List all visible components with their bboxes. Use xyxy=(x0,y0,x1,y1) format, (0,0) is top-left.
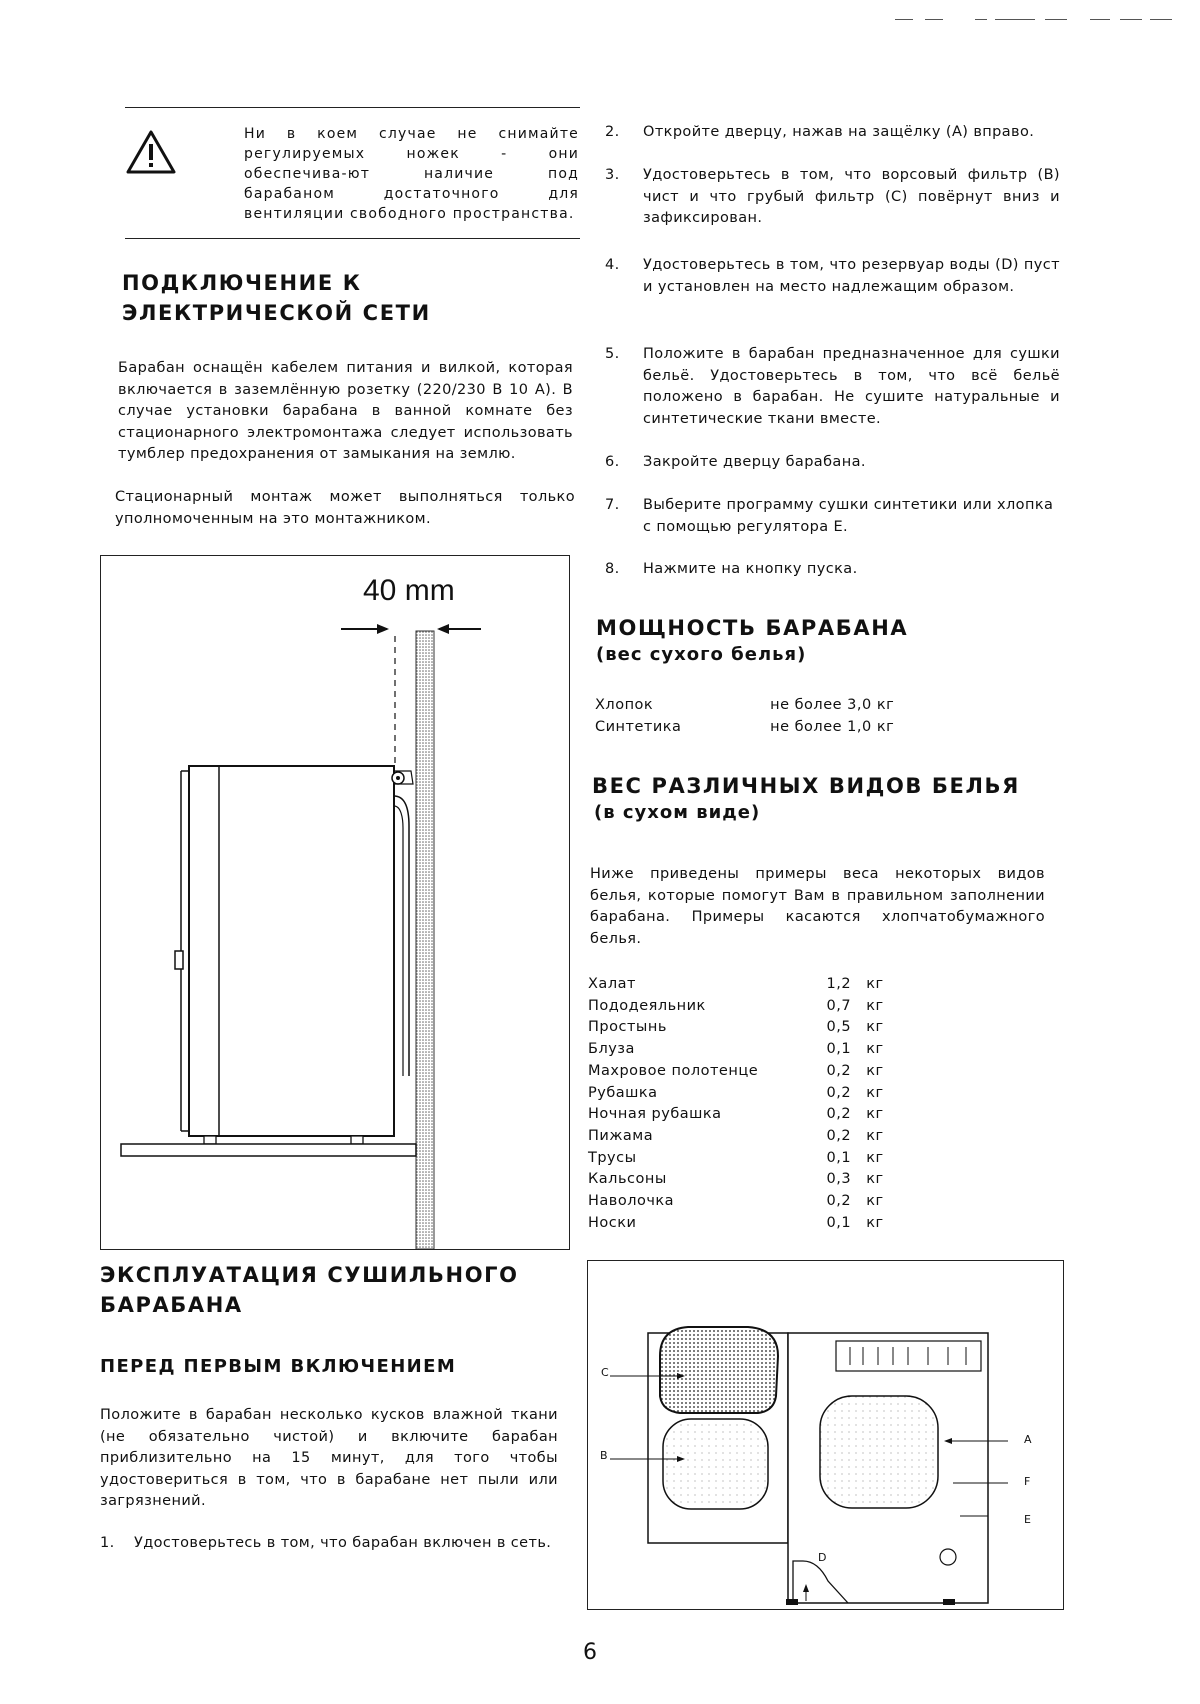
weight-unit: кг xyxy=(866,1106,884,1123)
electric-para-1: Барабан оснащён кабелем питания и вилкой, которая включается в заземлённую розетку (220/230 В 10 А). В случае установки барабана в ванной комнате без стационарного электромонтажа следует использовать тумблер предохранения от замыкания на землю. xyxy=(118,360,573,462)
step-number: 6. xyxy=(605,454,620,470)
weight-unit: кг xyxy=(866,1041,884,1058)
step-item xyxy=(605,165,1060,230)
step-text: Закройте дверцу барабана. xyxy=(643,454,866,470)
step-text: Удостоверьтесь в том, что резервуар воды (D) пуст и установлен на место надлежащим образом. xyxy=(643,257,1060,295)
weight-unit: кг xyxy=(866,1193,884,1209)
weight-unit: кг xyxy=(866,1214,884,1231)
weight-value: 0,7 xyxy=(826,997,852,1014)
step-item xyxy=(605,495,1060,538)
weight-value: 0,2 xyxy=(826,1062,852,1079)
weight-item-name: Махровое полотенце xyxy=(588,1062,759,1079)
step-item xyxy=(605,559,1060,581)
weight-row xyxy=(588,1171,884,1187)
warning-text: Ни в коем случае не снимайте регулируемых ножек - они обеспечива-ют наличие под барабаном достаточного для вентиляции свободного пространства. xyxy=(244,126,579,222)
weight-value: 0,1 xyxy=(826,1149,852,1166)
step-item xyxy=(605,344,1060,430)
weight-value: 0,2 xyxy=(826,1084,852,1101)
weight-value: 0,5 xyxy=(826,1019,852,1036)
step-item xyxy=(605,255,1060,298)
first-use-subtitle: ПЕРЕД ПЕРВЫМ ВКЛЮЧЕНИЕМ xyxy=(100,1356,457,1377)
capacity-value: не более 3,0 кг xyxy=(770,697,895,713)
weight-row xyxy=(588,1085,884,1101)
weight-item-name: Пижама xyxy=(588,1127,654,1144)
operation-section-title: ЭКСПЛУАТАЦИЯ СУШИЛЬНОГО БАРАБАНА xyxy=(100,1263,519,1317)
step-number: 3. xyxy=(605,167,620,183)
weight-item-name: Блуза xyxy=(588,1041,635,1058)
weight-row xyxy=(588,1063,884,1079)
weight-unit: кг xyxy=(866,1062,884,1079)
label-a: A xyxy=(1024,1433,1032,1446)
weight-item-name: Трусы xyxy=(588,1149,637,1166)
warning-icon xyxy=(125,128,177,176)
weight-row xyxy=(588,1106,884,1122)
label-d: D xyxy=(818,1551,827,1564)
weight-unit: кг xyxy=(866,997,884,1014)
electric-section-title: ПОДКЛЮЧЕНИЕ К ЭЛЕКТРИЧЕСКОЙ СЕТИ xyxy=(122,271,431,325)
weight-item-name: Носки xyxy=(588,1214,637,1231)
first-use-para: Положите в барабан несколько кусков влажной ткани (не обязательно чистой) и включите барабан приблизительно на 15 минут, для того чтобы удостовериться в том, что в барабане нет пыли или загрязнений. xyxy=(100,1407,558,1509)
weight-unit: кг xyxy=(866,1084,884,1101)
weight-row xyxy=(588,1128,884,1144)
step-text: Нажмите на кнопку пуска. xyxy=(643,561,858,577)
weight-unit: кг xyxy=(866,976,884,992)
weight-item-name: Рубашка xyxy=(588,1084,658,1101)
weight-row xyxy=(588,976,884,992)
label-e: E xyxy=(1024,1513,1031,1526)
weight-value: 0,1 xyxy=(826,1214,852,1231)
step-number: 7. xyxy=(605,497,620,513)
step-text: Удостоверьтесь в том, что ворсовый фильтр (В) чист и что грубый фильтр (С) повёрнут вниз и зафиксирован. xyxy=(643,167,1060,226)
page-number: 6 xyxy=(583,1640,597,1665)
step-1-number: 1. xyxy=(100,1535,115,1551)
capacity-section-title: МОЩНОСТЬ БАРАБАНА xyxy=(596,616,909,640)
capacity-row xyxy=(595,719,894,735)
weight-value: 0,2 xyxy=(826,1106,852,1123)
weight-item-name: Пододеяльник xyxy=(588,997,706,1014)
weight-item-name: Ночная рубашка xyxy=(588,1106,722,1123)
step-number: 2. xyxy=(605,124,620,140)
weight-value: 0,3 xyxy=(826,1171,852,1188)
label-c: C xyxy=(601,1366,609,1379)
weight-row xyxy=(588,1193,884,1209)
dimension-label: 40 mm xyxy=(363,574,455,607)
weight-item-name: Простынь xyxy=(588,1019,667,1036)
weight-item-name: Наволочка xyxy=(588,1193,675,1209)
step-text: Положите в барабан предназначенное для сушки бельё. Удостоверьтесь в том, что всё бельё положено в барабан. Не сушите натуральные и синтетические ткани вместе. xyxy=(643,346,1060,427)
step-item xyxy=(605,452,1060,474)
step-number: 5. xyxy=(605,346,620,362)
weight-value: 0,2 xyxy=(826,1193,852,1209)
electric-para-2: Стационарный монтаж может выполняться только уполномоченным на это монтажником. xyxy=(115,489,575,527)
weight-value: 1,2 xyxy=(826,976,852,992)
weights-section-subtitle: (в сухом виде) xyxy=(594,802,761,823)
capacity-label: Синтетика xyxy=(595,719,682,735)
weight-row xyxy=(588,1041,884,1057)
capacity-section-subtitle: (вес сухого белья) xyxy=(596,644,807,665)
weight-row xyxy=(588,1150,884,1166)
weight-unit: кг xyxy=(866,1171,884,1188)
step-text: Выберите программу сушки синтетики или хлопка с помощью регулятора Е. xyxy=(643,497,1054,535)
warning-bottom-rule xyxy=(125,238,580,239)
weight-value: 0,1 xyxy=(826,1041,852,1058)
weights-intro: Ниже приведены примеры веса некоторых видов белья, которые помогут Вам в правильном заполнении барабана. Примеры касаются хлопчатобумажного белья. xyxy=(590,866,1045,947)
step-1 xyxy=(100,1533,560,1555)
installation-figure xyxy=(100,555,570,1250)
door-figure xyxy=(587,1260,1064,1610)
step-text: Откройте дверцу, нажав на защёлку (А) вправо. xyxy=(643,124,1035,140)
weight-row xyxy=(588,1215,884,1231)
weights-section-title: ВЕС РАЗЛИЧНЫХ ВИДОВ БЕЛЬЯ xyxy=(592,774,1020,798)
label-b: B xyxy=(600,1449,608,1462)
step-number: 4. xyxy=(605,257,620,273)
step-1-text: Удостоверьтесь в том, что барабан включен в сеть. xyxy=(134,1535,552,1551)
label-f: F xyxy=(1024,1475,1031,1488)
step-number: 8. xyxy=(605,561,620,577)
weight-item-name: Кальсоны xyxy=(588,1171,667,1188)
warning-top-rule xyxy=(125,107,580,108)
weight-unit: кг xyxy=(866,1127,884,1144)
weight-row xyxy=(588,1019,884,1035)
step-item xyxy=(605,122,1060,144)
weight-unit: кг xyxy=(866,1019,884,1036)
weight-unit: кг xyxy=(866,1149,884,1166)
weight-item-name: Халат xyxy=(588,976,636,992)
capacity-label: Хлопок xyxy=(595,697,654,713)
capacity-row xyxy=(595,697,894,713)
installation-drawing xyxy=(101,556,569,1249)
weight-row xyxy=(588,998,884,1014)
weight-value: 0,2 xyxy=(826,1127,852,1144)
capacity-value: не более 1,0 кг xyxy=(770,719,895,735)
